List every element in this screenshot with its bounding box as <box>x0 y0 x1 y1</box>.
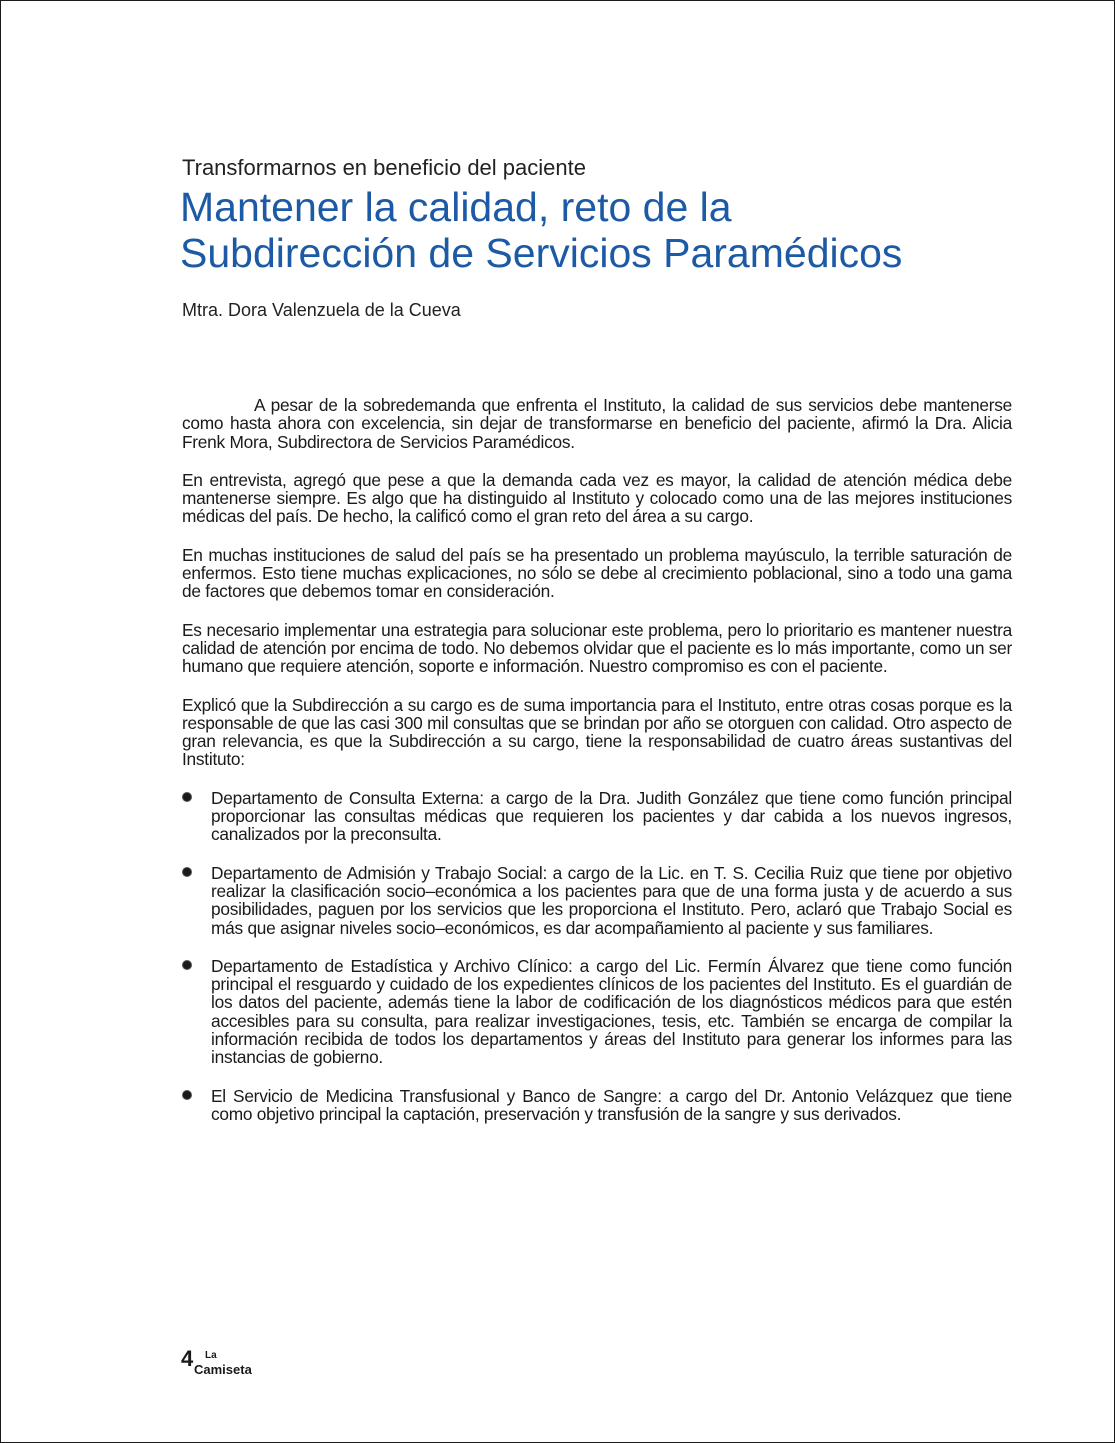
bullet-icon <box>183 868 191 876</box>
body-paragraph-3: En muchas instituciones de salud del país se ha presentado un problema mayúsculo, la terrible saturación de enfermos. Esto tiene muchas explicaciones, no sólo se debe al crecimiento poblacional, sino a todo una gama de factores que debemos tomar en consideración. <box>182 544 1012 602</box>
body-paragraph-2: En entrevista, agregó que pese a que la demanda cada vez es mayor, la calidad de atención médica debe mantenerse siempre. Es algo que ha distinguido al Instituto y colocado como una de las mejores instituciones médicas del país. De hecho, la calificó como el gran reto del área a su cargo. <box>182 469 1012 527</box>
department-description: El Servicio de Medicina Transfusional y Banco de Sangre: a cargo del Dr. Antonio Velázquez que tiene como objetivo principal la captación, preservación y transfusión de la sangre y sus derivados. <box>211 1085 1012 1124</box>
department-description: Departamento de Consulta Externa: a cargo de la Dra. Judith González que tiene como función principal proporcionar las consultas médicas que requieren los pacientes y dar cabida a los nuevos ingresos, canalizados por la preconsulta. <box>211 787 1012 845</box>
article-body <box>182 396 1012 1143</box>
article-title <box>180 184 902 276</box>
department-list-item <box>182 864 1012 937</box>
department-list-item <box>182 957 1012 1067</box>
body-paragraph-5: Explicó que la Subdirección a su cargo es de suma importancia para el Instituto, entre otras cosas porque es la responsable de que las casi 300 mil consultas que se brindan por año se otorguen con calidad. Otro aspecto de gran relevancia, es que la Subdirección a su cargo, tiene la responsabilidad de cuatro áreas sustantivas del Instituto: <box>182 694 1012 770</box>
department-list-item <box>182 789 1012 844</box>
body-paragraph-1: A pesar de la sobredemanda que enfrenta el Instituto, la calidad de sus servicios debe mantenerse como hasta ahora con excelencia, sin dejar de transformarse en beneficio del paciente, afirmó la Dra. Alicia Frenk Mora, Subdirectora de Servicios Paramédicos. <box>182 395 1012 452</box>
article-author: Mtra. Dora Valenzuela de la Cueva <box>182 300 461 320</box>
article-kicker: Transformarnos en beneficio del paciente <box>182 155 586 180</box>
magazine-article-word: La <box>205 1350 217 1361</box>
department-description: Departamento de Admisión y Trabajo Social: a cargo de la Lic. en T. S. Cecilia Ruiz que tiene por objetivo realizar la clasificación socio–económica a los pacientes para que de una forma justa y de acuerdo a sus posibilidades, paguen por los servicios que les proporciona el Instituto. Pero, aclaró que Trabajo Social es más que asignar niveles socio–económicos, es dar acompañamiento al paciente y sus familiares. <box>211 862 1012 938</box>
bullet-icon <box>183 1091 191 1099</box>
department-description: Departamento de Estadística y Archivo Clínico: a cargo del Lic. Fermín Álvarez que tiene como función principal el resguardo y cuidado de los expedientes clínicos de los pacientes del Instituto. Es el guardián de los datos del paciente, además tiene la labor de codificación de los diagnósticos médicos para que estén accesibles para su consulta, para realizar investigaciones, tesis, etc. También se encarga de compilar la información recibida de todos los departamentos y áreas del Instituto para generar los informes para las instancias de gobierno. <box>211 955 1012 1068</box>
department-list-item <box>182 1087 1012 1124</box>
magazine-name: Camiseta <box>194 1362 252 1377</box>
bullet-icon <box>183 961 191 969</box>
page-number: 4 <box>181 1346 194 1371</box>
bullet-icon <box>183 793 191 801</box>
article-title-line-1: Mantener la calidad, reto de la <box>180 184 732 230</box>
article-title-line-2: Subdirección de Servicios Paramédicos <box>180 230 903 276</box>
department-list <box>182 789 1012 1123</box>
body-paragraph-4: Es necesario implementar una estrategia para solucionar este problema, pero lo prioritario es mantener nuestra calidad de atención por encima de todo. No debemos olvidar que el paciente es lo más importante, como un ser humano que requiere atención, soporte e información. Nuestro compromiso es con el paciente. <box>182 619 1012 677</box>
